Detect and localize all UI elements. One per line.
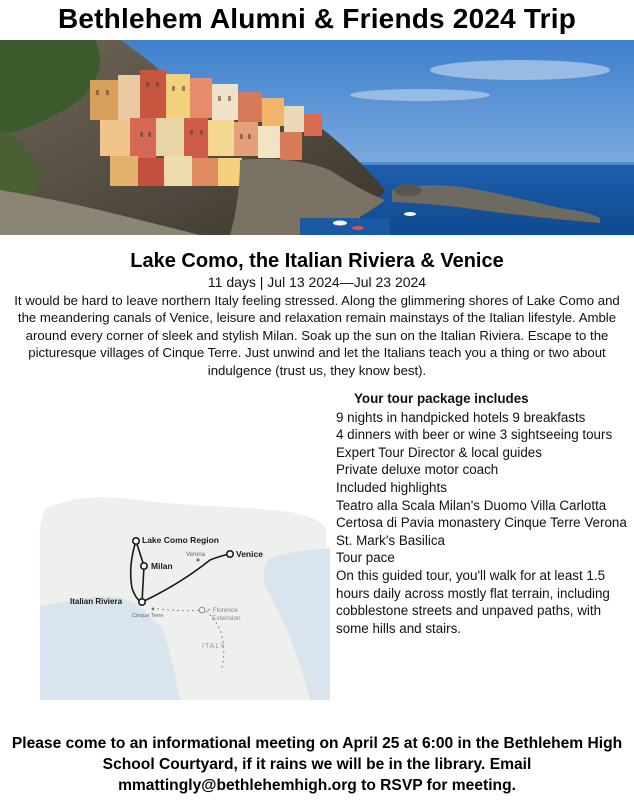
tour-title: Lake Como, the Italian Riviera & Venice bbox=[130, 250, 504, 272]
package-line: Expert Tour Director & local guides bbox=[336, 444, 542, 460]
package-line: St. Mark's Basilica bbox=[336, 532, 445, 548]
map-label-venice: Venice bbox=[236, 549, 263, 559]
map-label-florence: + Florence bbox=[207, 607, 238, 614]
meeting-announcement: Please come to an informational meeting on April 25 at 6:00 in the Bethlehem High School Courtyard, if it rains we will be in the library. Email mmattingly@bethlehemhigh.org to RSVP for meeting. bbox=[11, 735, 623, 794]
tour-dates: 11 days | Jul 13 2024—Jul 23 2024 bbox=[207, 274, 427, 290]
hero-photo bbox=[0, 40, 634, 235]
map-label-riviera: Italian Riviera bbox=[70, 597, 123, 606]
page-title: Bethlehem Alumni & Friends 2024 Trip bbox=[57, 3, 577, 34]
map-label-italy: ITALY bbox=[202, 643, 226, 650]
package-line: 4 dinners with beer or wine 3 sightseeing tours bbox=[336, 427, 613, 443]
package-line: Tour pace bbox=[336, 550, 395, 566]
package-line: Teatro alla Scala Milan's Duomo Villa Carlotta bbox=[336, 497, 607, 513]
route-map bbox=[40, 488, 330, 700]
package-line: On this guided tour, you'll walk for at least 1.5 hours daily across mostly flat terrain, including cobblestone streets and unpaved paths, with some hills and stairs. bbox=[336, 567, 610, 636]
map-label-verona: Verona bbox=[186, 552, 206, 558]
tour-package bbox=[336, 390, 634, 637]
map-label-cinque-terre: Cinque Terre bbox=[132, 613, 164, 619]
tour-description: It would be hard to leave northern Italy feeling stressed. Along the glimmering shores of Lake Como and the meandering canals of Venice, leisure and relaxation remain mainstays of the Italian lifestyle. Amble around every corner of sleek and stylish Milan. Soak up the sun on the Italian Riviera. Escape to the picturesque villages of Cinque Terre. Just unwind and let the Italians teach you a thing or two about indulgence (trust us, they know best). bbox=[14, 293, 620, 378]
package-line: Private deluxe motor coach bbox=[336, 462, 499, 478]
package-line: Included highlights bbox=[336, 479, 447, 495]
map-label-lake-como: Lake Como Region bbox=[142, 535, 219, 545]
package-line: 9 nights in handpicked hotels 9 breakfasts bbox=[336, 409, 586, 425]
package-heading: Your tour package includes bbox=[354, 391, 529, 406]
package-line: Certosa di Pavia monastery Cinque Terre Verona bbox=[336, 515, 627, 531]
map-label-milan: Milan bbox=[151, 561, 173, 571]
map-label-extension: Extension bbox=[212, 615, 241, 622]
